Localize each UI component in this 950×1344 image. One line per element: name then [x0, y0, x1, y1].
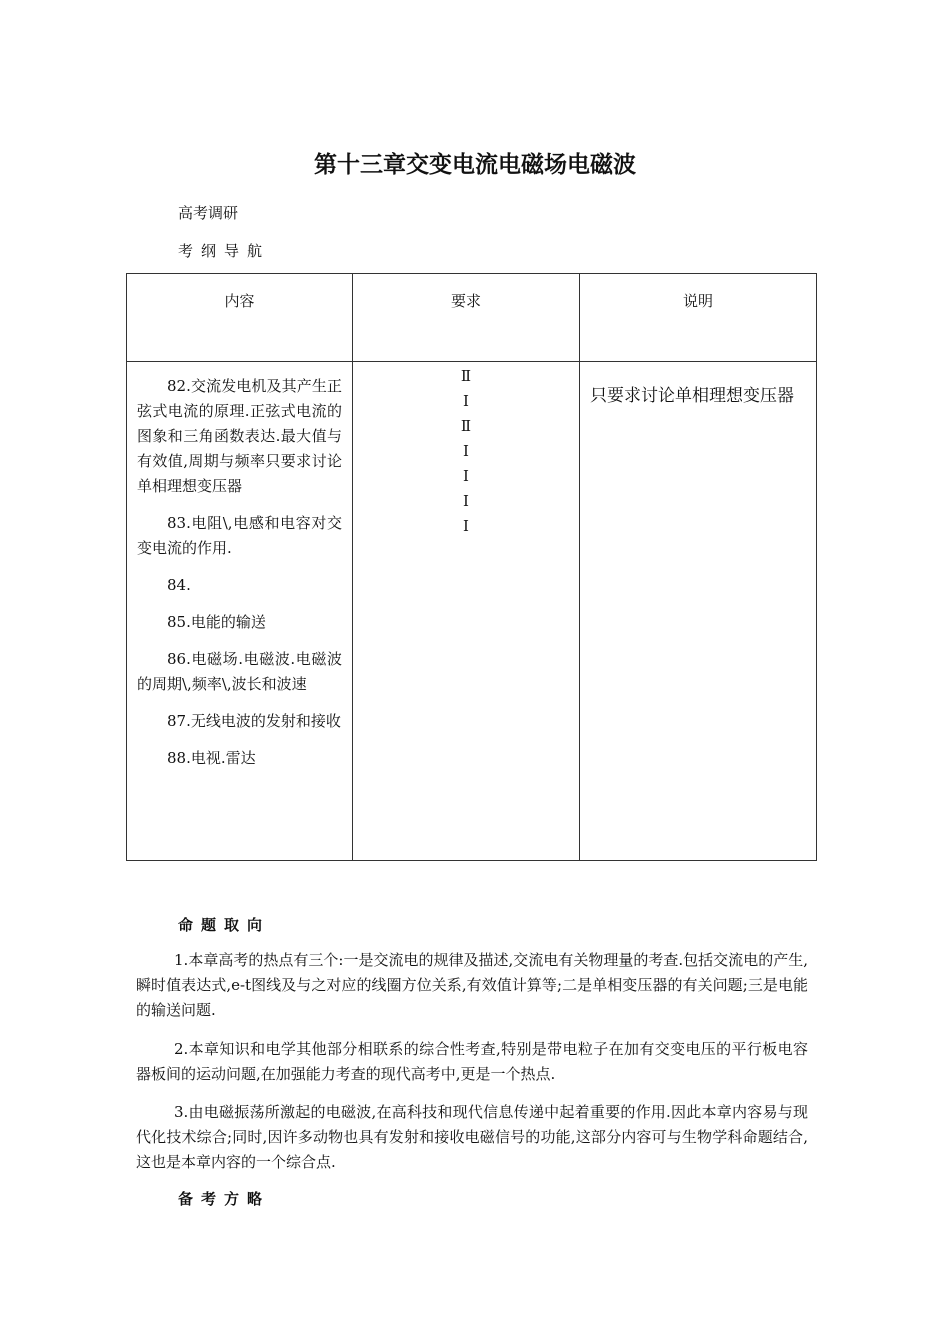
table-header-row	[127, 274, 817, 362]
content-item: 82.交流发电机及其产生正弦式电流的原理.正弦式电流的图象和三角函数表达.最大值与有效值,周期与频率只要求讨论单相理想变压器	[137, 377, 342, 495]
section-research-label: 高考调研	[178, 204, 239, 222]
header-requirement: 要求	[353, 274, 580, 362]
outline-table	[126, 273, 817, 861]
section-strategy-heading: 备考方略	[178, 1190, 271, 1208]
content-item: 84.	[167, 576, 191, 594]
content-item: 83.电阻\,电感和电容对交变电流的作用.	[137, 514, 342, 557]
chapter-title: 第十三章交变电流电磁场电磁波	[314, 152, 636, 178]
direction-paragraph: 3.由电磁振荡所激起的电磁波,在高科技和现代信息传递中起着重要的作用.因此本章内容易与现代化技术综合;同时,因许多动物也具有发射和接收电磁信号的功能,这部分内容可与生物学科命题结合,这也是本章内容的一个综合点.	[136, 1103, 808, 1171]
requirement-level: Ⅰ	[463, 442, 469, 460]
requirement-level: Ⅰ	[463, 467, 469, 485]
direction-paragraph: 1.本章高考的热点有三个:一是交流电的规律及描述,交流电有关物理量的考查.包括交流电的产生,瞬时值表达式,e-t图线及与之对应的线圈方位关系,有效值计算等;二是单相变压器的有关问题;三是电能的输送问题.	[136, 951, 808, 1019]
requirement-level: Ⅱ	[460, 417, 472, 435]
content-column	[127, 362, 353, 861]
direction-paragraph: 2.本章知识和电学其他部分相联系的综合性考查,特别是带电粒子在加有交变电压的平行板电容器板间的运动问题,在加强能力考查的现代高考中,更是一个热点.	[136, 1040, 808, 1083]
section-outline-label: 考纲导航	[178, 242, 271, 260]
note-column: 只要求讨论单相理想变压器	[580, 362, 817, 861]
requirement-level: Ⅰ	[463, 392, 469, 410]
section-direction-heading: 命题取向	[178, 916, 271, 934]
content-item: 85.电能的输送	[167, 613, 266, 631]
header-content: 内容	[127, 274, 353, 362]
requirement-level: Ⅱ	[460, 367, 472, 385]
content-item: 87.无线电波的发射和接收	[167, 712, 341, 730]
requirement-level: Ⅰ	[463, 517, 469, 535]
header-note: 说明	[580, 274, 817, 362]
requirement-column	[353, 362, 580, 861]
content-item: 88.电视.雷达	[167, 749, 256, 767]
table-body-row	[127, 362, 817, 861]
content-item: 86.电磁场.电磁波.电磁波的周期\,频率\,波长和波速	[137, 650, 342, 693]
requirement-level: Ⅰ	[463, 492, 469, 510]
